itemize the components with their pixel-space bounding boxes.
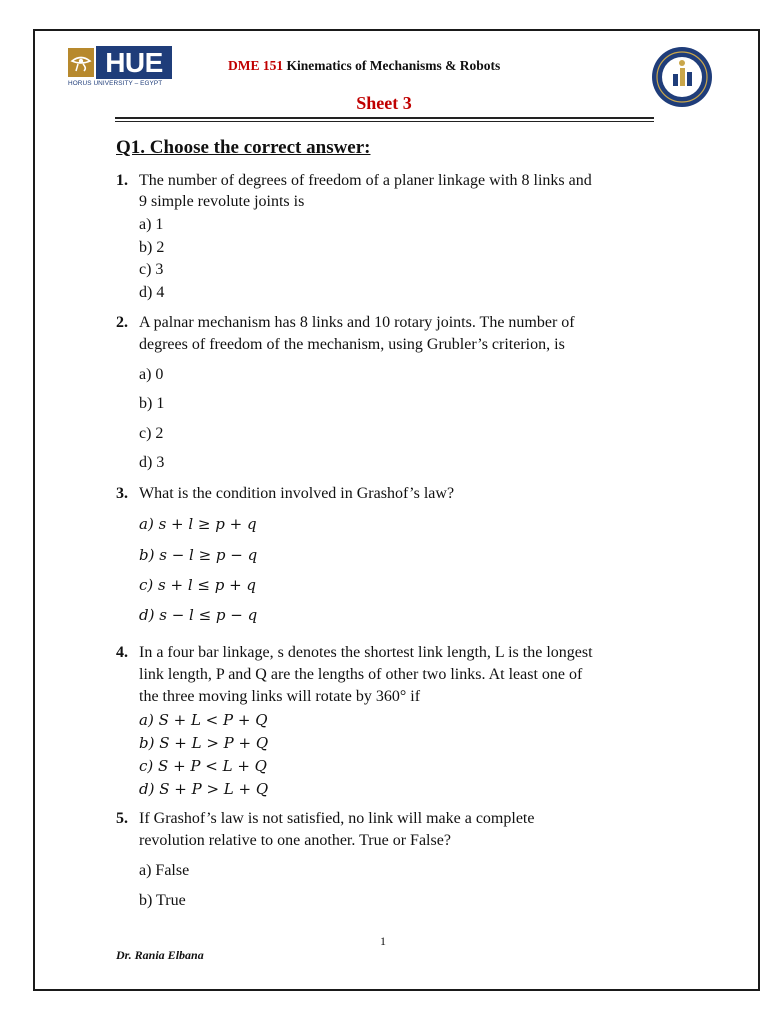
question-4-line-1: In a four bar linkage, s denotes the shortest link length, L is the longest [139,644,593,661]
sheet-title: Sheet 3 [356,93,412,113]
question-4-option-c: c) S + P < L + Q [139,757,267,775]
question-1-option-b: b) 2 [139,239,165,256]
question-5-line-1: If Grashof’s law is not satisfied, no link will make a complete [139,810,535,827]
page-number: 1 [380,934,386,948]
question-2-line-1: A palnar mechanism has 8 links and 10 rotary joints. The number of [139,314,575,331]
question-3-line-1: What is the condition involved in Grashof’s law? [139,485,455,502]
question-4-option-a: a) S + L < P + Q [139,711,268,729]
question-1-number: 1. [116,172,128,189]
eye-of-horus-icon [68,48,94,77]
question-3-option-d: d) s − l ≤ p − q [139,606,258,624]
question-4-number: 4. [116,644,128,661]
question-1-option-c: c) 3 [139,261,164,278]
author-name: Dr. Rania Elbana [116,948,204,962]
question-2-line-2: degrees of freedom of the mechanism, using Grubler’s criterion, is [139,336,565,353]
question-4-line-3: the three moving links will rotate by 360° if [139,688,421,705]
section-title: Q1. Choose the correct answer: [116,137,371,158]
logo-subtitle: HORUS UNIVERSITY – EGYPT [68,80,163,87]
university-logo [68,46,174,90]
question-2-option-d: d) 3 [139,454,165,471]
question-1-option-a: a) 1 [139,216,164,233]
question-4-option-b: b) S + L > P + Q [139,734,269,752]
question-3-option-b: b) s − l ≥ p − q [139,546,258,564]
header-divider [115,117,654,119]
question-5-option-a: a) False [139,862,190,879]
question-4-option-d: d) S + P > L + Q [139,780,269,798]
question-1-line-1: The number of degrees of freedom of a planer linkage with 8 links and [139,172,592,189]
question-2-option-c: c) 2 [139,425,164,442]
question-1-line-2: 9 simple revolute joints is [139,193,305,210]
course-code: DME 151 [228,58,284,73]
logo-wordmark: HUE [96,46,172,79]
question-2-number: 2. [116,314,128,331]
course-title: Kinematics of Mechanisms & Robots [286,58,501,73]
question-5-number: 5. [116,810,128,827]
question-3-option-c: c) s + l ≤ p + q [139,576,257,594]
question-3-option-a: a) s + l ≥ p + q [139,515,257,533]
question-2-option-b: b) 1 [139,395,165,412]
header-divider-thin [115,121,654,122]
question-5-option-b: b) True [139,892,186,909]
question-3-number: 3. [116,485,128,502]
question-5-line-2: revolution relative to one another. True or False? [139,832,451,849]
course-heading [228,58,500,74]
question-2-option-a: a) 0 [139,366,164,383]
question-1-option-d: d) 4 [139,284,165,301]
question-4-line-2: link length, P and Q are the lengths of other two links. At least one of [139,666,583,683]
